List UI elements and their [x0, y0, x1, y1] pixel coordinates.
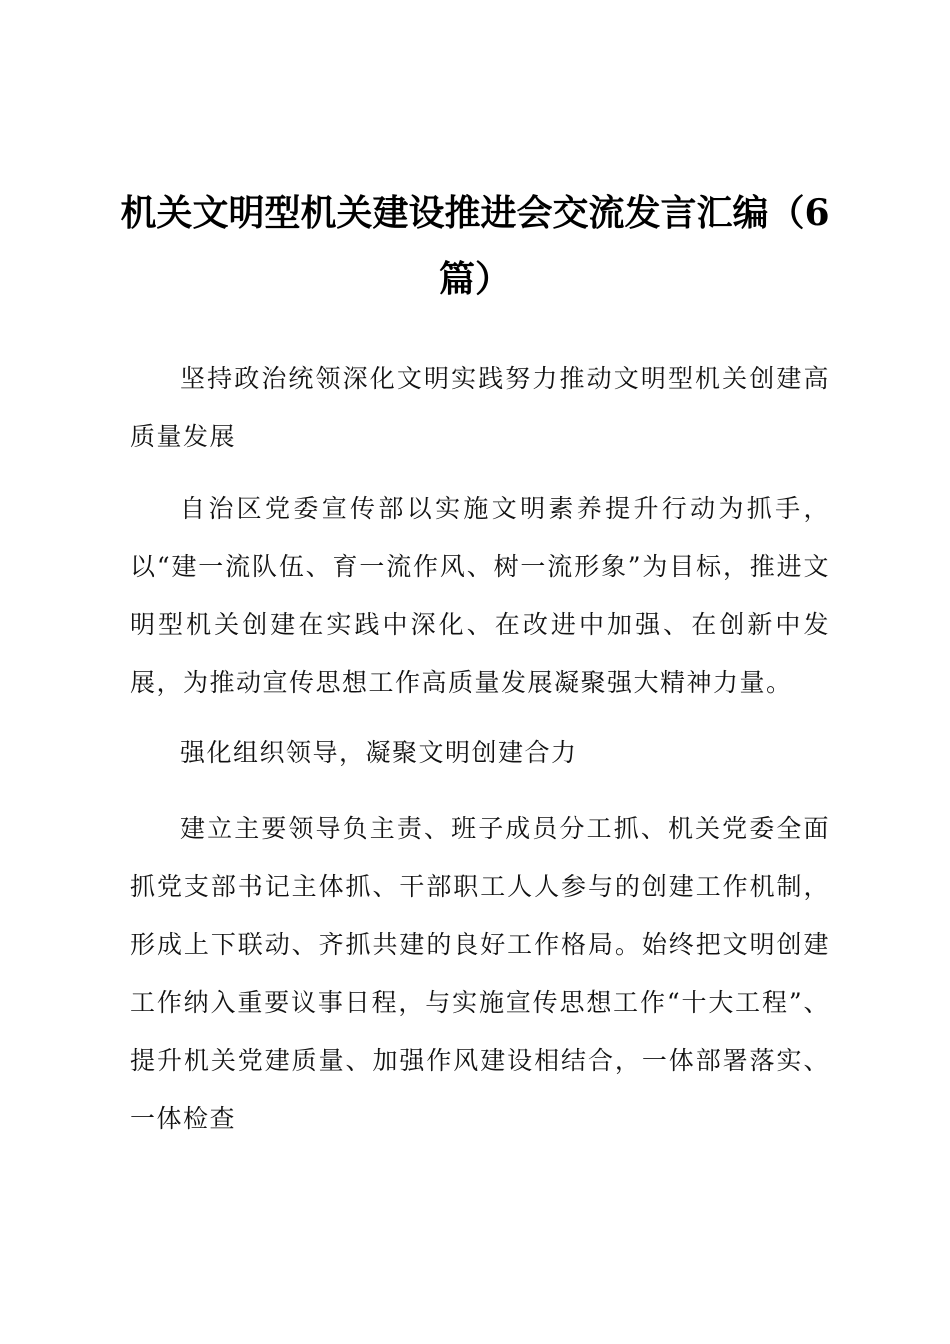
body-paragraph: 建立主要领导负主责、班子成员分工抓、机关党委全面抓党支部书记主体抓、干部职工人人参与的创建工作机制，形成上下联动、齐抓共建的良好工作格局。始终把文明创建工作纳入重要议事日程，与实施宣传思想工作“十大工程”、提升机关党建质量、加强作风建设相结合，一体部署落实、一体检查 [130, 814, 830, 1133]
section-heading: 强化组织领导，凝聚文明创建合力 [180, 738, 578, 767]
intro-paragraph: 自治区党委宣传部以实施文明素养提升行动为抓手，以“建一流队伍、育一流作风、树一流形象”为目标，推进文明型机关创建在实践中深化、在改进中加强、在创新中发展，为推动宣传思想工作高质量发展凝聚强大精神力量。 [130, 494, 830, 697]
document-title: 机关文明型机关建设推进会交流发言汇编（6篇） [120, 192, 830, 300]
speech-heading: 坚持政治统领深化文明实践努力推动文明型机关创建高质量发展 [130, 364, 830, 451]
